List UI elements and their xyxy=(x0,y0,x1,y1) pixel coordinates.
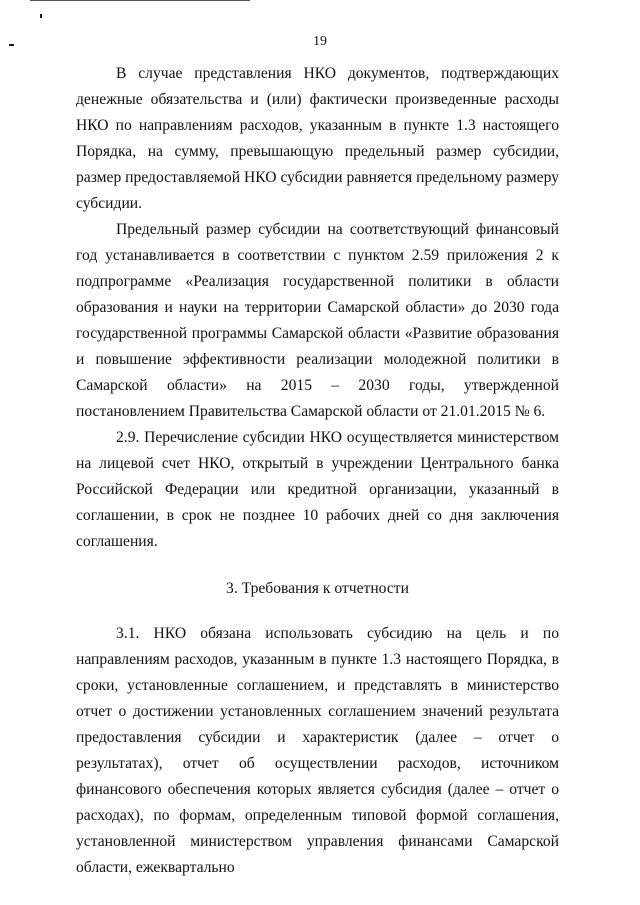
scan-edge-line xyxy=(30,0,250,1)
paragraph-2-9-transfer: 2.9. Перечисление субсидии НКО осуществляется министерством на лицевой счет НКО, открытый в учреждении Центрального банка Российской Федерации или кредитной организации, указанный в соглашении, в срок не позднее 10 рабочих дней со дня заключения соглашения. xyxy=(76,429,559,550)
scan-speck xyxy=(40,14,42,18)
paragraph-excess-expenses: В случае представления НКО документов, подтверждающих денежные обязательства и (или) фактически произведенные расходы НКО по направлениям расходов, указанным в пункте 1.3 настоящего Порядка, на сумму, превышающую предельный размер субсидии, размер предоставляемой НКО субсидии равняется предельному размеру субсидии. xyxy=(76,65,559,212)
paragraph-3-1-reporting: 3.1. НКО обязана использовать субсидию на цель и по направлениям расходов, указанным в пункте 1.3 настоящего Порядка, в сроки, установленные соглашением, и представлять в министерство отчет о достижении установленных соглашением значений результата предоставления субсидии и характеристик (далее – отчет о результатах), отчет об осуществлении расходов, источником финансового обеспечения которых является субсидия (далее – отчет о расходах), по формам, определенным типовой формой соглашения, установленной министерством управления финансами Самарской области, ежеквартально xyxy=(76,625,559,876)
paragraph-subsidy-limit: Предельный размер субсидии на соответствующий финансовый год устанавливается в соответствии с пунктом 2.59 приложения 2 к подпрограмме «Реализация государственной политики в области образования и науки на территории Самарской области» до 2030 года государственной программы Самарской области «Развитие образования и повышение эффективности реализации молодежной политики в Самарской области» на 2015 – 2030 годы, утвержденной постановлением Правительства Самарской области от 21.01.2015 № 6. xyxy=(76,221,559,420)
document-body xyxy=(76,61,559,881)
section-heading: 3. Требования к отчетности xyxy=(226,580,409,597)
page-number: 19 xyxy=(313,34,327,49)
